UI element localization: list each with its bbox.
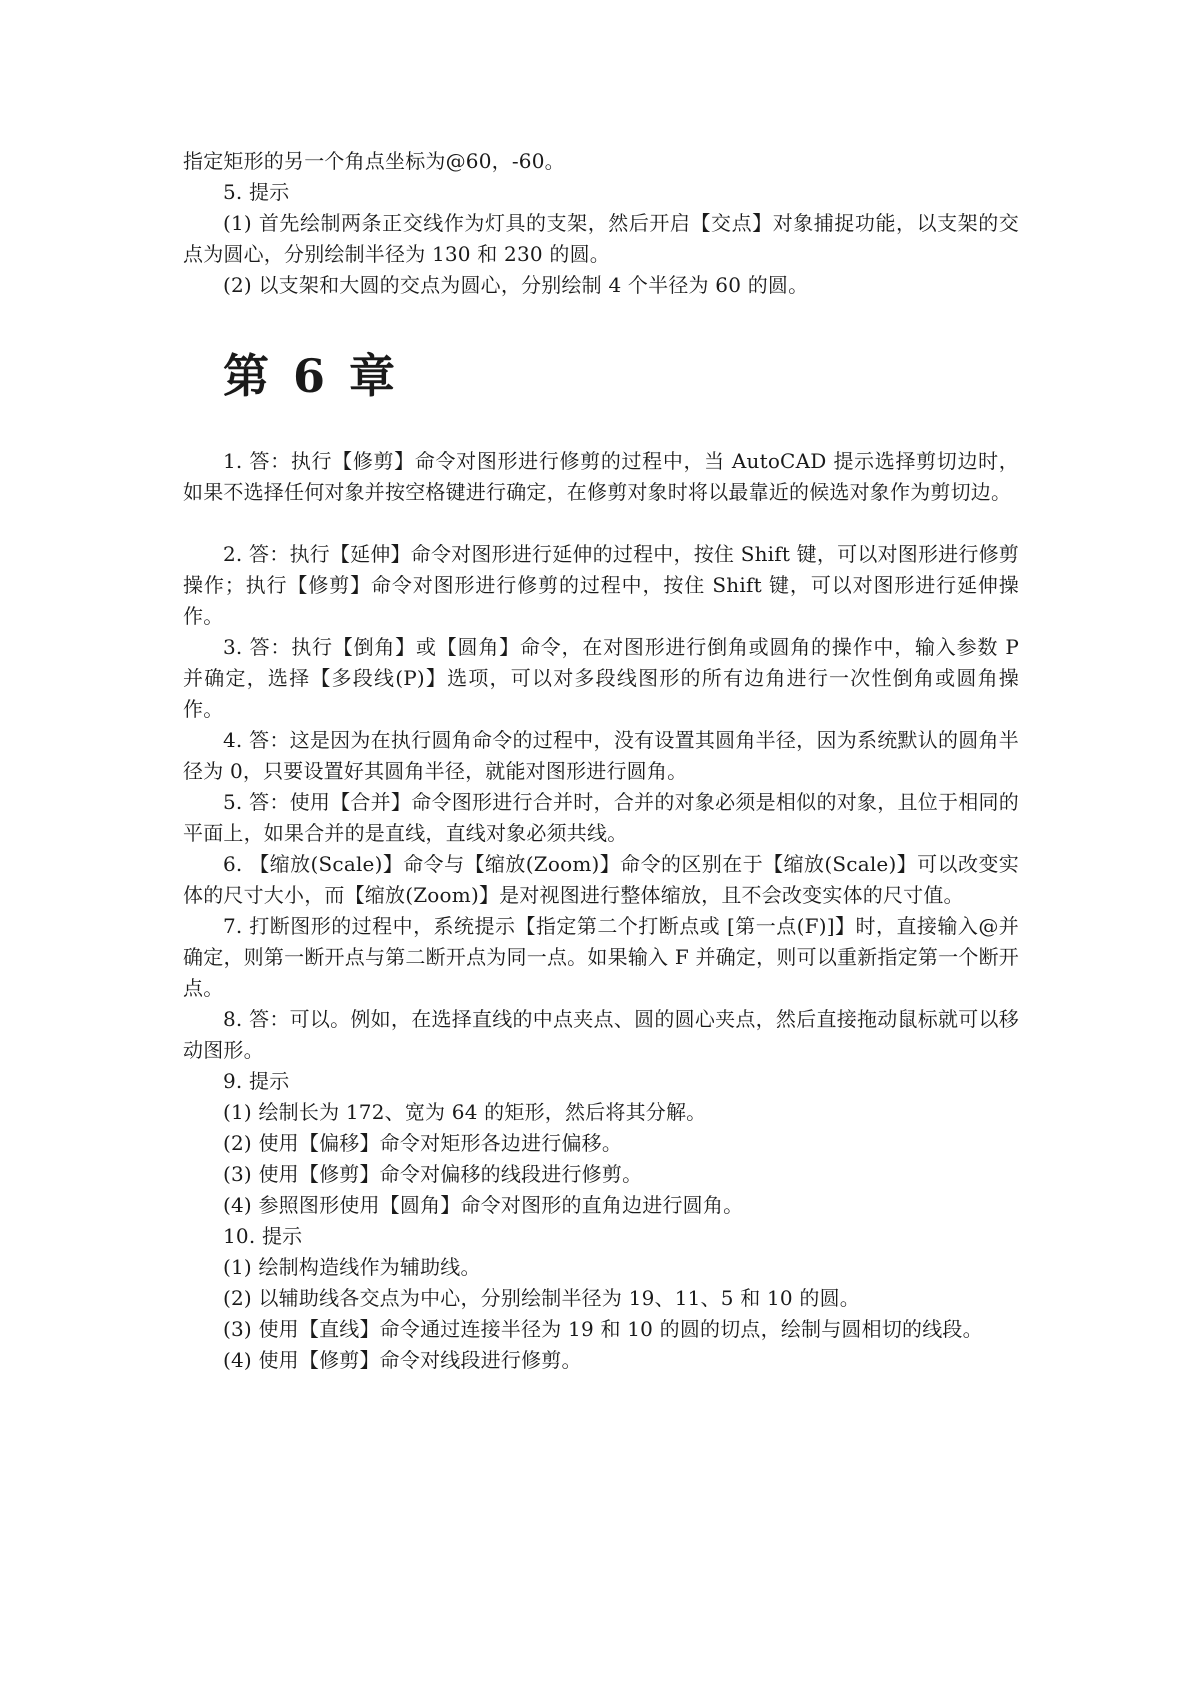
answer-5: 5. 答：使用【合并】命令图形进行合并时，合并的对象必须是相似的对象，且位于相同的平面上，如果合并的是直线，直线对象必须共线。 [183,790,1019,845]
answer-7: 7. 打断图形的过程中，系统提示【指定第二个打断点或 [第一点(F)]】时，直接输入@并确定，则第一断开点与第二断开点为同一点。如果输入 F 并确定，则可以重新指定第一个断开点。 [183,914,1019,1000]
answer-6: 6. 【缩放(Scale)】命令与【缩放(Zoom)】命令的区别在于【缩放(Scale)】可以改变实体的尺寸大小，而【缩放(Zoom)】是对视图进行整体缩放，且不会改变实体的尺寸值。 [183,852,1019,907]
tip-9-item-1: (1) 绘制长为 172、宽为 64 的矩形，然后将其分解。 [223,1100,707,1124]
tip-9-item-3: (3) 使用【修剪】命令对偏移的线段进行修剪。 [223,1162,643,1186]
answer-3: 3. 答：执行【倒角】或【圆角】命令，在对图形进行倒角或圆角的操作中，输入参数 P 并确定，选择【多段线(P)】选项，可以对多段线图形的所有边角进行一次性倒角或圆角操作。 [183,635,1019,721]
chapter-title: 第 6 章 [223,349,400,403]
tip-10-item-3: (3) 使用【直线】命令通过连接半径为 19 和 10 的圆的切点，绘制与圆相切的线段。 [223,1317,983,1341]
tip-5-item-2: (2) 以支架和大圆的交点为圆心，分别绘制 4 个半径为 60 的圆。 [223,273,809,297]
answer-8: 8. 答：可以。例如，在选择直线的中点夹点、圆的圆心夹点，然后直接拖动鼠标就可以移动图形。 [183,1007,1019,1062]
tip-10-item-1: (1) 绘制构造线作为辅助线。 [223,1255,481,1279]
continuation-text: 指定矩形的另一个角点坐标为@60，-60。 [183,149,565,173]
tip-10-heading: 10. 提示 [223,1224,303,1248]
answer-2: 2. 答：执行【延伸】命令对图形进行延伸的过程中，按住 Shift 键，可以对图形进行修剪操作；执行【修剪】命令对图形进行修剪的过程中，按住 Shift 键，可以对图形进行延伸操作。 [183,542,1019,628]
tip-9-heading: 9. 提示 [223,1069,290,1093]
tip-10-item-2: (2) 以辅助线各交点为中心，分别绘制半径为 19、11、5 和 10 的圆。 [223,1286,860,1310]
tip-9-item-2: (2) 使用【偏移】命令对矩形各边进行偏移。 [223,1131,623,1155]
answer-4: 4. 答：这是因为在执行圆角命令的过程中，没有设置其圆角半径，因为系统默认的圆角半径为 0，只要设置好其圆角半径，就能对图形进行圆角。 [183,728,1019,783]
answer-1: 1. 答：执行【修剪】命令对图形进行修剪的过程中，当 AutoCAD 提示选择剪切边时，如果不选择任何对象并按空格键进行确定，在修剪对象时将以最靠近的候选对象作为剪切边。 [183,449,1019,504]
tip-5-item-1: (1) 首先绘制两条正交线作为灯具的支架，然后开启【交点】对象捕捉功能，以支架的交点为圆心，分别绘制半径为 130 和 230 的圆。 [183,211,1019,266]
tip-5-heading: 5. 提示 [223,180,290,204]
tip-9-item-4: (4) 参照图形使用【圆角】命令对图形的直角边进行圆角。 [223,1193,744,1217]
tip-10-item-4: (4) 使用【修剪】命令对线段进行修剪。 [223,1348,582,1372]
